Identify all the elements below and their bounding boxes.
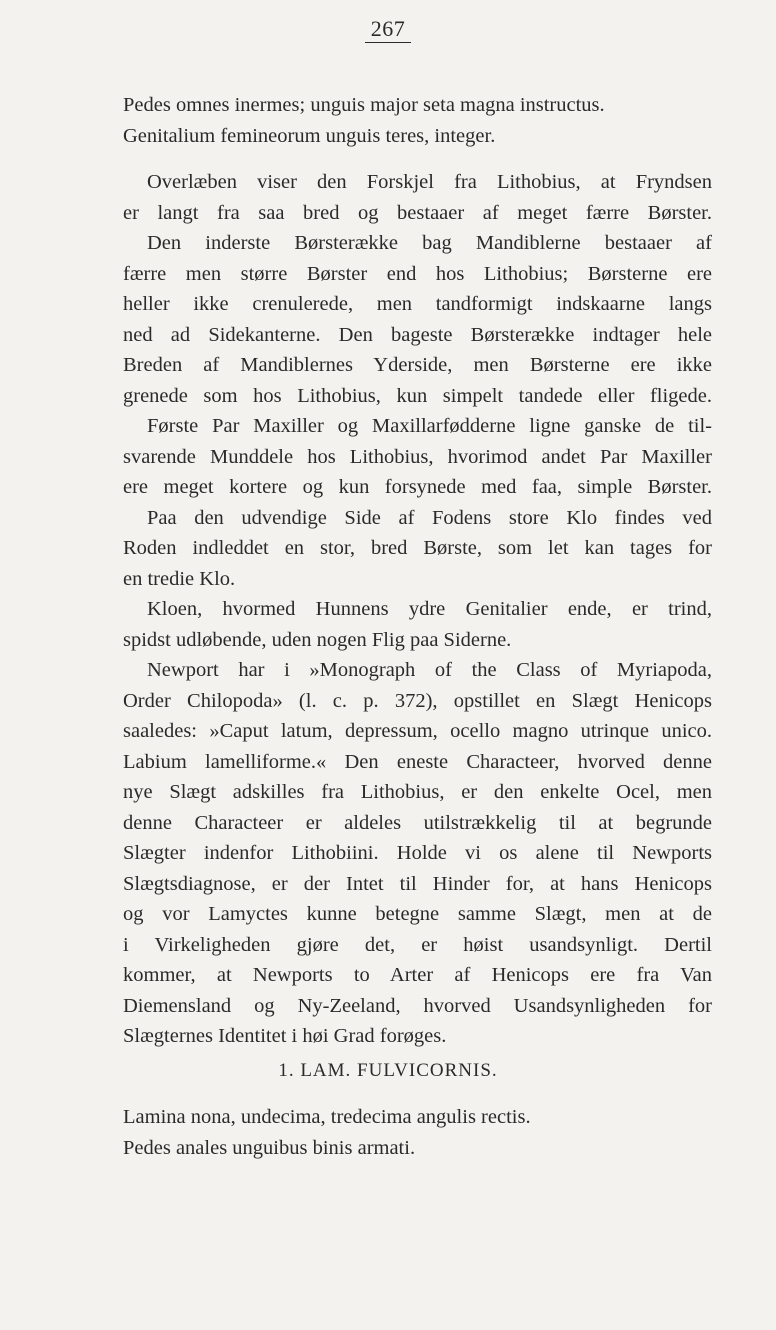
section-text xyxy=(123,1102,712,1163)
text-line: Slægtsdiagnose, er der Intet til Hinder for, at hans Henicops xyxy=(123,872,712,895)
text-line: heller ikke crenulerede, men tandformigt indskaarne langs xyxy=(123,293,712,315)
text-line: færre men større Børster end hos Lithobius; Børsterne ere xyxy=(123,262,712,285)
intro-paragraph xyxy=(123,90,712,151)
text-line: Slægternes Identitet i høi Grad forøges. xyxy=(123,1025,447,1047)
text-line: Kloen, hvormed Hunnens ydre Genitalier ende, er trind, xyxy=(147,598,712,620)
text-line: Diemensland og Ny-Zeeland, hvorved Usandsynligheden for xyxy=(123,994,712,1017)
text-line: Pedes anales unguibus binis armati. xyxy=(123,1136,416,1159)
text-line: Genitalium femineorum unguis teres, integer. xyxy=(123,124,496,147)
text-line: Order Chilopoda» (l. c. p. 372), opstillet en Slægt Henicops xyxy=(123,689,712,712)
text-line: Labium lamelliforme.« Den eneste Characteer, hvorved denne xyxy=(123,750,712,773)
text-line: Roden indleddet en stor, bred Børste, som let kan tages for xyxy=(123,537,712,559)
text-line: Newport har i »Monograph of the Class of Myriapoda, xyxy=(147,659,712,681)
text-line: Slægter indenfor Lithobiini. Holde vi os alene til Newports xyxy=(123,842,712,864)
text-line: og vor Lamyctes kunne betegne samme Slægt, men at de xyxy=(123,903,712,925)
text-line: en tredie Klo. xyxy=(123,567,236,590)
text-line: ned ad Sidekanterne. Den bageste Børsterække indtager hele xyxy=(123,323,712,346)
text-line: Paa den udvendige Side af Fodens store Klo findes ved xyxy=(147,506,712,529)
text-line: er langt fra saa bred og bestaaer af meget færre Børster. xyxy=(123,201,712,224)
text-line: Breden af Mandiblernes Yderside, men Børsterne ere ikke xyxy=(123,354,712,376)
text-line: saaledes: »Caput latum, depressum, ocello magno utrinque unico. xyxy=(123,720,712,742)
text-line: grenede som hos Lithobius, kun simpelt tandede eller fligede. xyxy=(123,384,712,407)
text-line: kommer, at Newports to Arter af Henicops ere fra Van xyxy=(123,964,712,986)
text-line: spidst udløbende, uden nogen Flig paa Siderne. xyxy=(123,628,512,651)
text-line: Den inderste Børsterække bag Mandiblerne bestaaer af xyxy=(147,232,712,254)
page-number: 267 xyxy=(0,16,776,42)
text-line: ere meget kortere og kun forsynede med faa, simple Børster. xyxy=(123,476,712,498)
text-line: Første Par Maxiller og Maxillarfødderne ligne ganske de til- xyxy=(147,415,712,437)
body-text xyxy=(123,167,712,1052)
text-line: nye Slægt adskilles fra Lithobius, er den enkelte Ocel, men xyxy=(123,781,712,803)
text-line: Pedes omnes inermes; unguis major seta magna instructus. xyxy=(123,94,605,116)
text-line: svarende Munddele hos Lithobius, hvorimod andet Par Maxiller xyxy=(123,445,712,468)
text-line: Overlæben viser den Forskjel fra Lithobius, at Fryndsen xyxy=(147,171,712,193)
text-line: denne Characteer er aldeles utilstrækkelig til at begrunde xyxy=(123,811,712,834)
text-line: i Virkeligheden gjøre det, er høist usandsynligt. Dertil xyxy=(123,933,712,956)
text-line: Lamina nona, undecima, tredecima angulis rectis. xyxy=(123,1106,531,1128)
section-heading: 1. LAM. FULVICORNIS. xyxy=(278,1060,498,1081)
